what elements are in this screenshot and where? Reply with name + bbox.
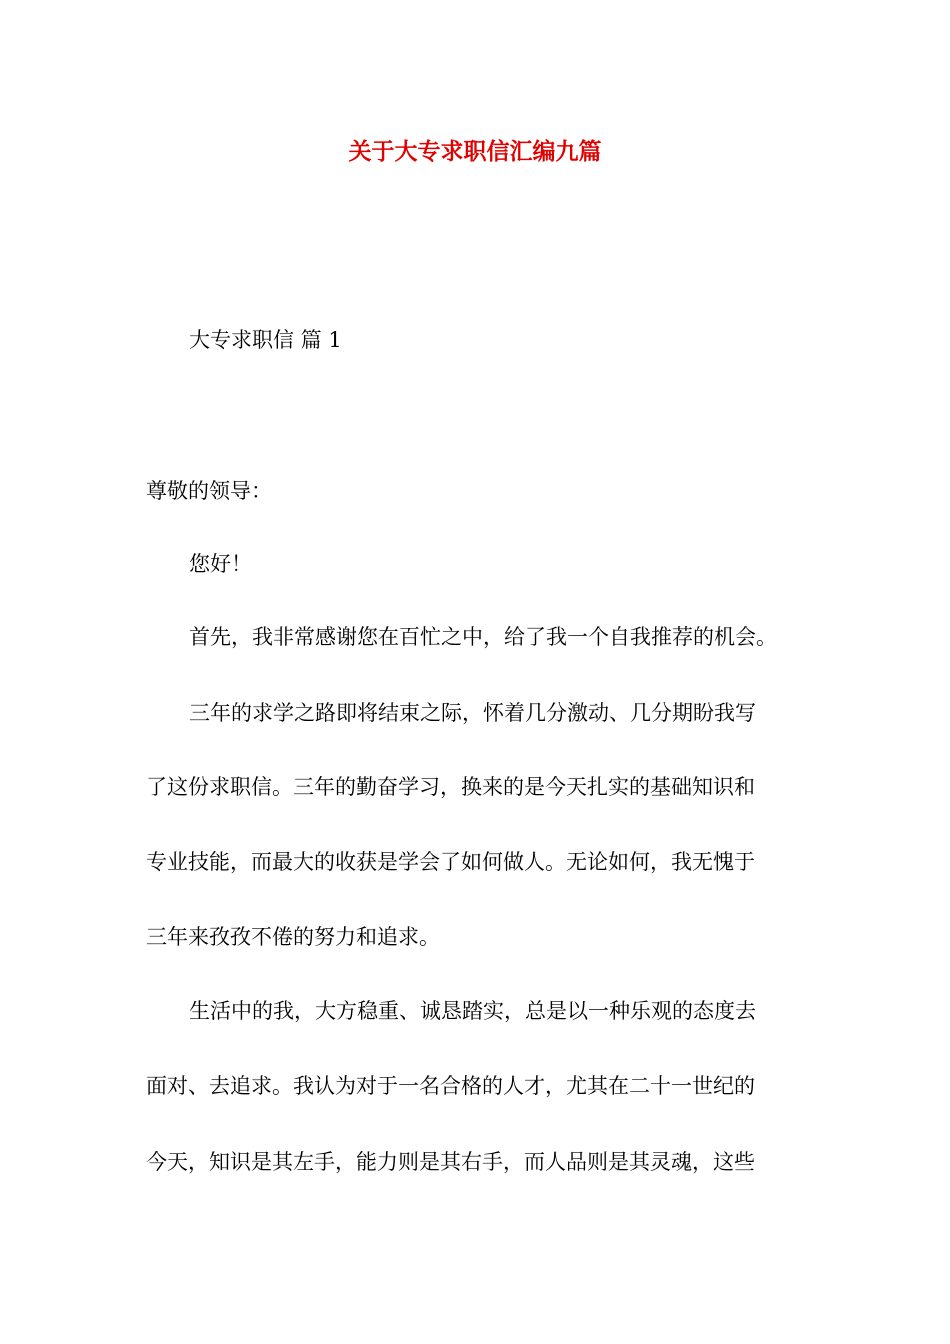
body-line: 今天，知识是其左手，能力则是其右手，而人品则是其灵魂，这些 — [146, 1150, 755, 1174]
salutation: 尊敬的领导： — [146, 479, 272, 503]
body-line: 首先，我非常感谢您在百忙之中，给了我一个自我推荐的机会。 — [189, 625, 777, 649]
body-line: 三年的求学之路即将结束之际，怀着几分激动、几分期盼我写 — [189, 701, 756, 725]
greeting: 您好！ — [189, 552, 252, 576]
section-heading: 大专求职信 篇 1 — [189, 328, 342, 352]
body-line: 了这份求职信。三年的勤奋学习，换来的是今天扎实的基础知识和 — [146, 775, 755, 799]
body-line: 专业技能，而最大的收获是学会了如何做人。无论如何，我无愧于 — [146, 850, 755, 874]
body-line: 三年来孜孜不倦的努力和追求。 — [146, 925, 440, 949]
body-line: 面对、去追求。我认为对于一名合格的人才，尤其在二十一世纪的 — [146, 1074, 755, 1098]
document-title: 关于大专求职信汇编九篇 — [348, 138, 602, 165]
body-line: 生活中的我，大方稳重、诚恳踏实，总是以一种乐观的态度去 — [189, 999, 756, 1023]
